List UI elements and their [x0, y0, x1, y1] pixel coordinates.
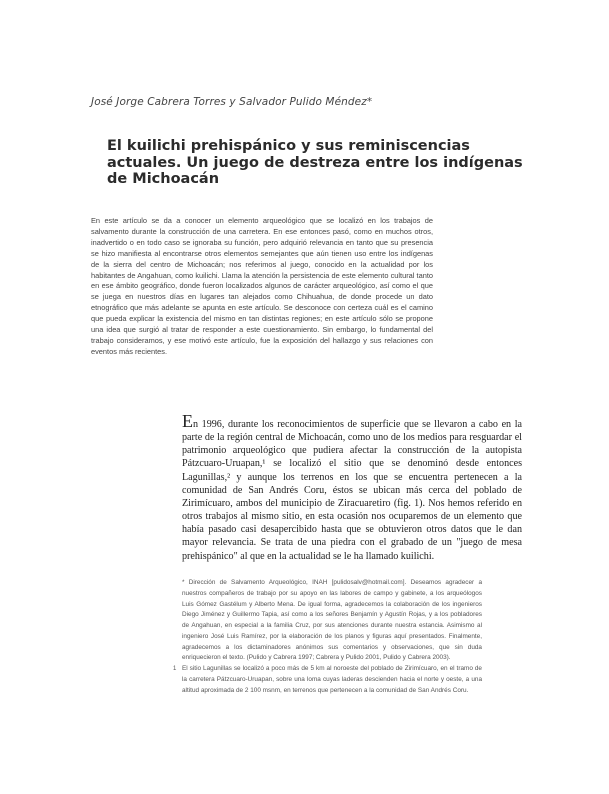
article-title: El kuilichi prehispánico y sus reminiscencias actuales. Un juego de destreza entre los indígenas de Michoacán: [107, 138, 523, 187]
body-paragraph: [182, 411, 522, 563]
footnote-1: [173, 664, 482, 696]
abstract-paragraph: En este artículo se da a conocer un elemento arqueológico que se localizó en los trabajos de salvamento durante la construcción de una carretera. En ese entonces pasó, como en muchos otros, inadvertido o en todo caso se ignoraba su función, pero adquirió relevancia en tanto que su presencia se hizo manifiesta al encontrarse otros elementos semejantes que aún tienen uso entre los indígenas de la sierra del centro de Michoacán; nos referimos al juego, conocido en la actualidad por los habitantes de Angahuan, como kuilichi. Llama la atención la persistencia de este elemento cultural tanto en ese ámbito geográfico, donde fueron localizados algunos de carácter arqueológico, así como el que se juega en nuestros días en lugares tan alejados como Chihuahua, de donde procede un dato etnográfico que más adelante se apunta en este artículo. Se desconoce con certeza cuál es el camino que pueda explicar la existencia del mismo en tan distintas regiones; en este artículo sólo se propone una idea que surgió al tratar de responder a este cuestionamiento. Sin embargo, lo fundamental del trabajo consideramos, y ese motivó este artículo, fue la exposición del hallazgo y sus relaciones con eventos más recientes.: [91, 216, 433, 356]
footnote-1-text: El sitio Lagunillas se localizó a poco más de 5 km al noroeste del poblado de Zirimícuaro, en el tramo de la carretera Pátzcuaro-Uruapan, sobre una loma cuyas laderas descienden hacia el norte y oeste, a una altitud aproximada de 2 100 msnm, en terrenos que pertenecen a la comunidad de San Andrés Coru.: [182, 665, 482, 694]
authors-line: José Jorge Cabrera Torres y Salvador Pulido Méndez*: [91, 96, 373, 108]
drop-cap: E: [182, 411, 193, 431]
footnote-affiliation: * Dirección de Salvamento Arqueológico, INAH [pulidosalv@hotmail.com]. Deseamos agradecer a nuestros compañeros de trabajo por su apoyo en las labores de campo y gabinete, a los arqueólogos Luis Gómez Gastélum y Alberto Mena. De igual forma, agradecemos la colaboración de los ingenieros Diego Jiménez y Guillermo Tapia, así como a los señores Benjamín y Agustín Rojas, y a los pobladores de Angahuan, en especial a la familia Cruz, por sus atenciones durante nuestra estancia. Asimismo al ingeniero José Luis Ramírez, por la elaboración de los planos y figuras aquí presentados. Finalmente, agradecemos a los dictaminadores anónimos sus comentarios y observaciones, que sin duda enriquecieron el texto. (Pulido y Cabrera 1997; Cabrera y Pulido 2001, Pulido y Cabrera 2003).: [182, 579, 482, 662]
footnote-number: 1: [173, 666, 177, 672]
body-text: n 1996, durante los reconocimientos de superficie que se llevaron a cabo en la parte de la región central de Michoacán, como uno de los medios para resguardar el patrimonio arqueológico que pudiera afectar la construcción de la autopista Pátzcuaro-Uruapan,¹ se localizó el sitio que se denominó desde entonces Lagunillas,² y aunque los terrenos en los que se encuentra pertenecen a la comunidad de San Andrés Coru, éstos se ubican más cerca del poblado de Zirimícuaro, ambos del municipio de Ziracuaretiro (fig. 1). Nos hemos referido en otros trabajos al mismo sitio, en esta ocasión nos ocuparemos de un elemento que había pasado casi desapercibido hasta que se obtuvieron otros datos que le dan mayor relevancia. Se trata de una piedra con el grabado de un "juego de mesa prehispánico" al que en la actualidad se le ha llamado kuilichi.: [182, 419, 522, 562]
footnotes: [173, 578, 482, 696]
